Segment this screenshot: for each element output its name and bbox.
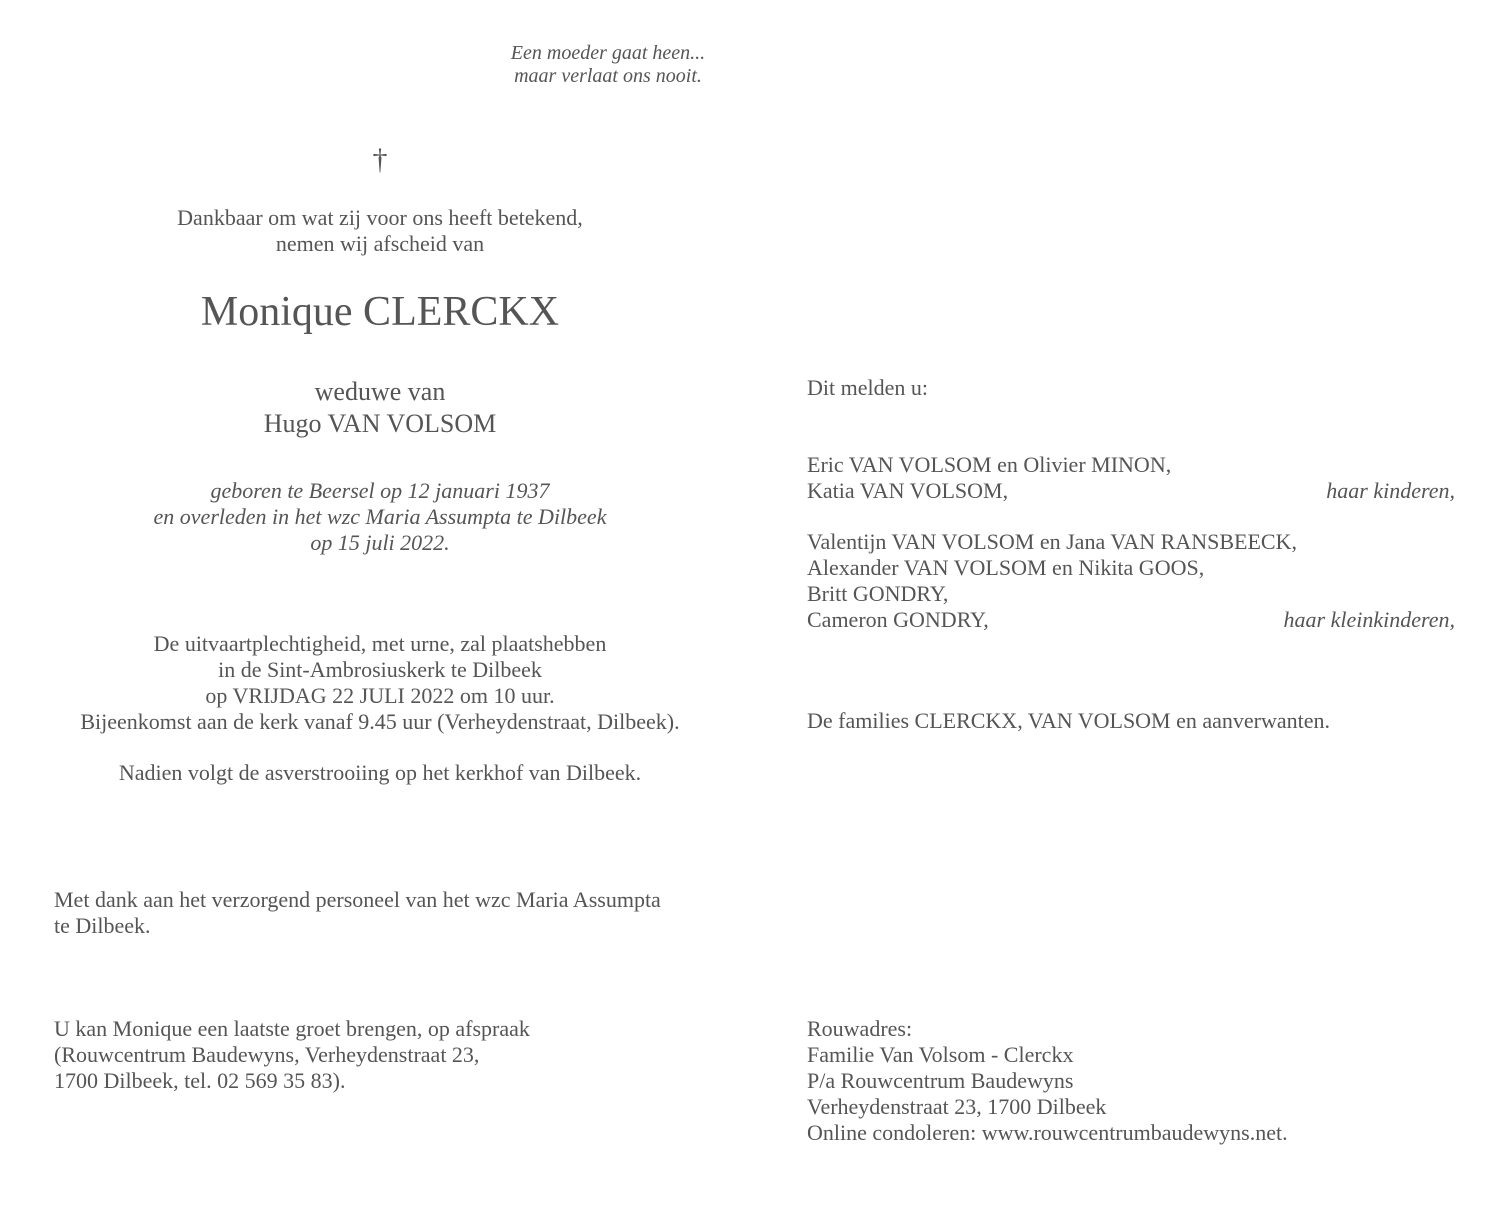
- grandchild-name: Alexander VAN VOLSOM en Nikita GOOS,: [807, 555, 1205, 580]
- list-item: [807, 478, 1455, 504]
- grandchildren-list: [807, 529, 1455, 633]
- grandchild-name: Valentijn VAN VOLSOM en Jana VAN RANSBEECK,: [807, 529, 1297, 554]
- list-item: [807, 555, 1455, 581]
- address-line: Familie Van Volsom - Clerckx: [807, 1042, 1074, 1067]
- child-name: Eric VAN VOLSOM en Olivier MINON,: [807, 452, 1172, 477]
- mourning-address: [807, 1016, 1288, 1146]
- visit-note: [54, 1016, 734, 1094]
- service-line: in de Sint-Ambrosiuskerk te Dilbeek: [218, 657, 542, 682]
- birth-death-info: [80, 478, 680, 556]
- deceased-name: Monique CLERCKX: [200, 289, 560, 335]
- grandchild-name: Britt GONDRY,: [807, 581, 949, 606]
- thanks-note: [54, 887, 734, 939]
- visit-line: U kan Monique een laatste groet brengen, op afspraak: [54, 1016, 530, 1041]
- visit-line: (Rouwcentrum Baudewyns, Verheydenstraat 23,: [54, 1042, 480, 1067]
- service-line: Bijeenkomst aan de kerk vanaf 9.45 uur (Verheydenstraat, Dilbeek).: [80, 709, 680, 734]
- motto: [408, 42, 808, 88]
- birth-death-line: geboren te Beersel op 12 januari 1937: [210, 478, 550, 503]
- motto-line: maar verlaat ons nooit.: [514, 65, 702, 87]
- cross-icon: †: [372, 143, 388, 176]
- announcement-heading: Dit melden u:: [807, 375, 928, 400]
- address-line: Rouwadres:: [807, 1016, 913, 1041]
- list-item: [807, 452, 1455, 478]
- widow-label: weduwe van: [314, 377, 446, 406]
- visit-line: 1700 Dilbeek, tel. 02 569 35 83).: [54, 1068, 346, 1093]
- grandchildren-relation: haar kleinkinderen,: [1283, 607, 1455, 632]
- list-item: [807, 581, 1455, 607]
- address-line: P/a Rouwcentrum Baudewyns: [807, 1068, 1074, 1093]
- motto-line: Een moeder gaat heen...: [510, 42, 706, 64]
- service-info: [40, 631, 720, 735]
- list-item: [807, 529, 1455, 555]
- grandchild-name: Cameron GONDRY,: [807, 607, 989, 632]
- birth-death-line: op 15 juli 2022.: [310, 530, 450, 555]
- intro-text: [80, 205, 680, 257]
- widow-of: [80, 376, 680, 440]
- ash-scattering: Nadien volgt de asverstrooiing op het kerkhof van Dilbeek.: [118, 760, 642, 785]
- families-line: De families CLERCKX, VAN VOLSOM en aanverwanten.: [807, 708, 1331, 733]
- address-line: Verheydenstraat 23, 1700 Dilbeek: [807, 1094, 1107, 1119]
- birth-death-line: en overleden in het wzc Maria Assumpta te Dilbeek: [153, 504, 607, 529]
- condolence-website: Online condoleren: www.rouwcentrumbaudewyns.net.: [807, 1120, 1288, 1145]
- children-list: [807, 452, 1455, 504]
- thanks-line: Met dank aan het verzorgend personeel van het wzc Maria Assumpta: [54, 887, 661, 912]
- spouse-name: Hugo VAN VOLSOM: [263, 409, 497, 438]
- service-line: De uitvaartplechtigheid, met urne, zal plaatshebben: [153, 631, 607, 656]
- thanks-line: te Dilbeek.: [54, 913, 151, 938]
- intro-line: Dankbaar om wat zij voor ons heeft betekend,: [177, 205, 583, 230]
- children-relation: haar kinderen,: [1326, 478, 1455, 503]
- list-item: [807, 607, 1455, 633]
- intro-line: nemen wij afscheid van: [275, 231, 485, 256]
- service-line: op VRIJDAG 22 JULI 2022 om 10 uur.: [205, 683, 555, 708]
- child-name: Katia VAN VOLSOM,: [807, 478, 1009, 503]
